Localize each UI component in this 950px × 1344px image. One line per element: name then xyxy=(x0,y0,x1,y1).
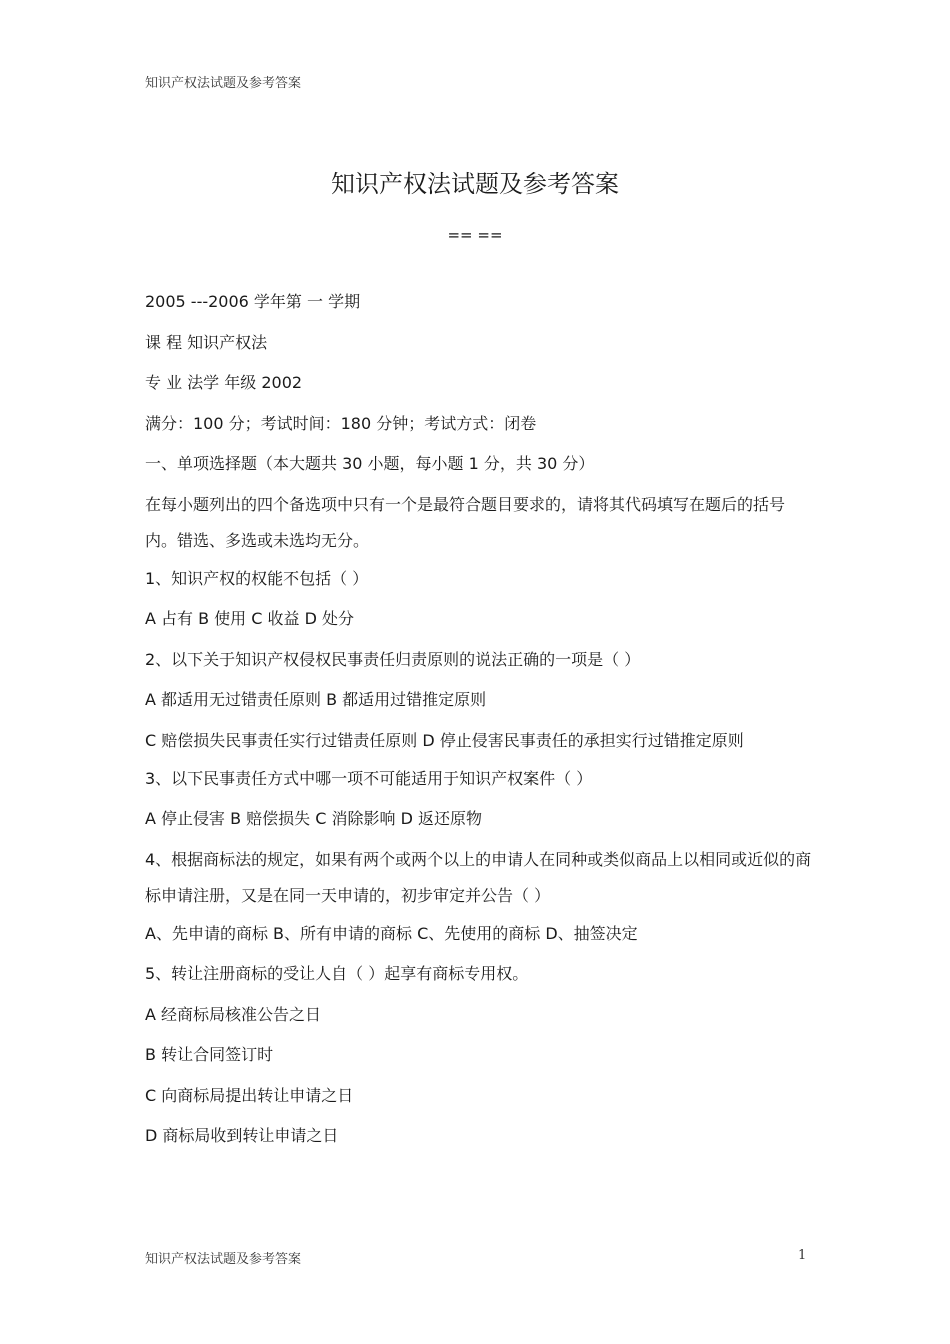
running-header: 知识产权法试题及参考答案 xyxy=(145,76,302,91)
document-title: 知识产权法试题及参考答案 xyxy=(331,170,619,198)
question-3-options: A 停止侵害 B 赔偿损失 C 消除影响 D 返还原物 xyxy=(145,809,483,828)
major-line: 专 业 法学 年级 2002 xyxy=(145,373,303,392)
question-5-option-d: D 商标局收到转让申请之日 xyxy=(145,1126,339,1145)
semester-line: 2005 ---2006 学年第 一 学期 xyxy=(145,292,361,311)
question-2-stem: 2、以下关于知识产权侵权民事责任归责原则的说法正确的一项是（ ） xyxy=(145,649,641,669)
question-5-stem: 5、转让注册商标的受让人自（ ）起享有商标专用权。 xyxy=(145,964,529,983)
exam-info-line: 满分：100 分；考试时间：180 分钟；考试方式：闭卷 xyxy=(145,413,537,433)
page-number: 1 xyxy=(798,1248,807,1263)
question-3-stem: 3、以下民事责任方式中哪一项不可能适用于知识产权案件（ ） xyxy=(145,768,593,788)
document-body xyxy=(145,290,813,1165)
question-5-option-a: A 经商标局核准公告之日 xyxy=(145,1004,322,1024)
title-divider: == == xyxy=(447,226,503,244)
question-4-options: A、先申请的商标 B、所有申请的商标 C、先使用的商标 D、抽签决定 xyxy=(145,923,638,943)
section-instructions: 在每小题列出的四个备选项中只有一个是最符合题目要求的，请将其代码填写在题后的括号内。错选、多选或未选均无分。 xyxy=(145,494,786,550)
section-heading: 一、单项选择题（本大题共 30 小题，每小题 1 分，共 30 分） xyxy=(145,454,595,473)
running-footer: 知识产权法试题及参考答案 xyxy=(145,1252,302,1267)
question-1-stem: 1、知识产权的权能不包括（ ） xyxy=(145,568,369,588)
question-4-stem: 4、根据商标法的规定，如果有两个或两个以上的申请人在同种或类似商品上以相同或近似的商标申请注册，又是在同一天申请的，初步审定并公告（ ） xyxy=(145,849,812,905)
question-5-option-c: C 向商标局提出转让申请之日 xyxy=(145,1085,354,1105)
course-line: 课 程 知识产权法 xyxy=(145,332,268,352)
question-5-option-b: B 转让合同签订时 xyxy=(145,1045,274,1064)
question-1-options: A 占有 B 使用 C 收益 D 处分 xyxy=(145,609,355,628)
question-2-options-b: C 赔偿损失民事责任实行过错责任原则 D 停止侵害民事责任的承担实行过错推定原则 xyxy=(145,730,744,750)
question-2-options-a: A 都适用无过错责任原则 B 都适用过错推定原则 xyxy=(145,690,487,709)
